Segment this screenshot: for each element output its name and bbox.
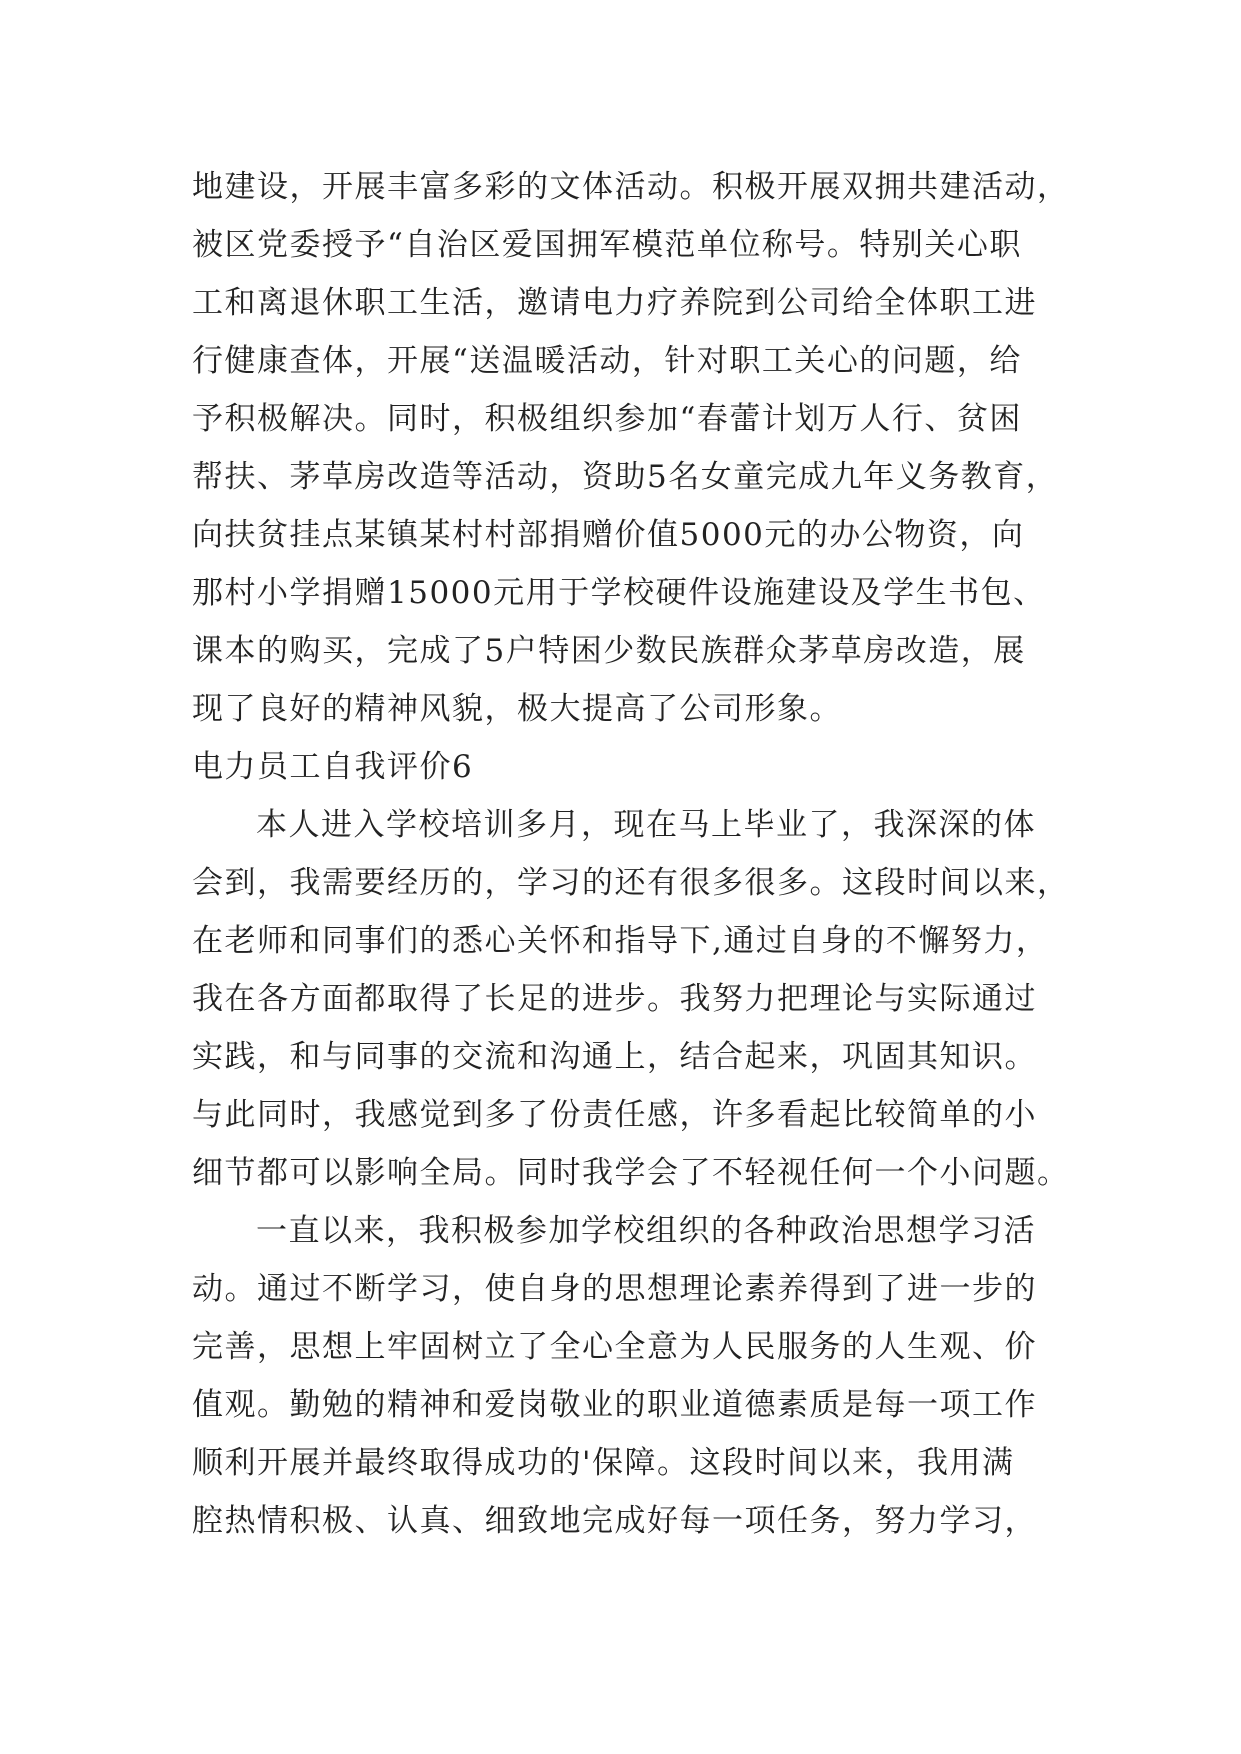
body-text-line: 细节都可以影响全局。同时我学会了不轻视任何一个小问题。	[192, 1155, 1070, 1191]
body-text-line: 被区党委授予“自治区爱国拥军模范单位称号。特别关心职	[192, 227, 1022, 263]
body-text-line: 顺利开展并最终取得成功的'保障。这段时间以来，我用满	[192, 1445, 1015, 1481]
body-text-line: 课本的购买，完成了5户特困少数民族群众茅草房改造，展	[192, 633, 1026, 669]
body-text-line: 在老师和同事们的悉心关怀和指导下,通过自身的不懈努力，	[192, 923, 1049, 959]
body-text-line: 我在各方面都取得了长足的进步。我努力把理论与实际通过	[192, 981, 1037, 1017]
body-text-line: 值观。勤勉的精神和爱岗敬业的职业道德素质是每一项工作	[192, 1387, 1037, 1423]
body-text-line: 完善，思想上牢固树立了全心全意为人民服务的人生观、价	[192, 1329, 1037, 1365]
paragraph-first-line: 一直以来，我积极参加学校组织的各种政治思想学习活	[256, 1213, 1036, 1249]
body-text-line: 地建设，开展丰富多彩的文体活动。积极开展双拥共建活动，	[192, 169, 1070, 205]
body-text-line: 那村小学捐赠15000元用于学校硬件设施建设及学生书包、	[192, 575, 1046, 611]
body-text-line: 帮扶、茅草房改造等活动，资助5名女童完成九年义务教育，	[192, 459, 1059, 495]
body-text-line: 行健康查体，开展“送温暖活动，针对职工关心的问题，给	[192, 343, 1022, 379]
body-text-line: 向扶贫挂点某镇某村村部捐赠价值5000元的办公物资，向	[192, 517, 1025, 553]
body-text-line: 现了良好的精神风貌，极大提高了公司形象。	[192, 691, 842, 727]
section-heading: 电力员工自我评价6	[192, 749, 474, 785]
document-body	[192, 158, 1070, 1550]
body-text-line: 实践，和与同事的交流和沟通上，结合起来，巩固其知识。	[192, 1039, 1037, 1075]
body-text-line: 腔热情积极、认真、细致地完成好每一项任务，努力学习，	[192, 1503, 1037, 1539]
body-text-line: 予积极解决。同时，积极组织参加“春蕾计划万人行、贫困	[192, 401, 1022, 437]
body-text-line: 工和离退休职工生活，邀请电力疗养院到公司给全体职工进	[192, 285, 1037, 321]
body-text-line: 动。通过不断学习，使自身的思想理论素养得到了进一步的	[192, 1271, 1037, 1307]
body-text-line: 会到，我需要经历的，学习的还有很多很多。这段时间以来，	[192, 865, 1070, 901]
body-text-line: 与此同时，我感觉到多了份责任感，许多看起比较简单的小	[192, 1097, 1037, 1133]
paragraph-first-line: 本人进入学校培训多月，现在马上毕业了，我深深的体	[256, 807, 1036, 843]
